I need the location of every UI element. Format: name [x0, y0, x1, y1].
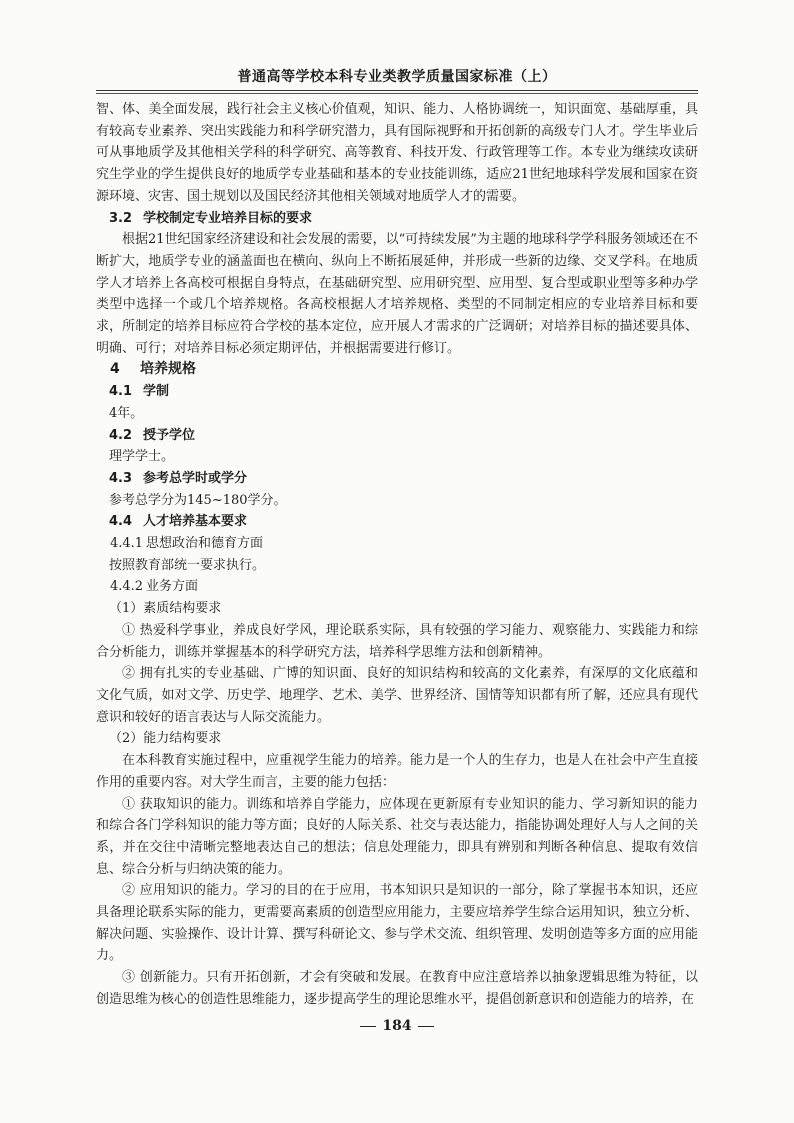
heading-3-2: [96, 208, 698, 230]
heading-title: 学制: [143, 384, 170, 400]
heading-title: 思想政治和德育方面: [146, 536, 264, 552]
heading-title: 培养规格: [140, 361, 196, 378]
heading-4-3: [96, 468, 698, 490]
heading-number: 4.4: [109, 514, 133, 530]
heading-number: 4.3: [109, 470, 133, 486]
heading-4-4-2: [96, 576, 698, 598]
text-credits: 参考总学分为145~180学分。: [109, 492, 287, 508]
page-number-value: 184: [382, 1018, 412, 1034]
page-body: [96, 99, 698, 1011]
heading-title: 业务方面: [146, 579, 199, 595]
heading-4: [96, 359, 698, 381]
heading-number: 4.2: [109, 427, 133, 443]
heading-number: 4.4.1: [110, 536, 144, 552]
heading-number: 4.4.2: [110, 579, 144, 595]
ability-item-2: ② 应用知识的能力。学习的目的在于应用，书本知识只是知识的一部分，除了掌握书本知识，还应具备理论联系实际的能力，更需要高素质的创造型应用能力，主要应培养学生综合运用知识，独立分析、解决问题、实验操作、设计计算、撰写科研论文、参与学术交流、组织管理、发明创造等多方面的应用能力。: [96, 883, 698, 964]
ability-intro: 在本科教育实施过程中，应重视学生能力的培养。能力是一个人的生存力，也是人在社会中产生直接作用的重要内容。对大学生而言，主要的能力包括：: [96, 753, 698, 790]
text-duration: 4年。: [109, 405, 144, 421]
page-number-dash-right: [418, 1026, 434, 1027]
quality-item-2: ② 拥有扎实的专业基础、广博的知识面、良好的知识结构和较高的文化素养，有深厚的文化底蕴和文化气质，如对文学、历史学、地理学、艺术、美学、世界经济、国情等知识都有所了解，还应具有现代意识和较好的语言表达与人际交流能力。: [96, 666, 698, 725]
heading-number: 4.1: [109, 384, 133, 400]
page-number: [0, 1018, 794, 1034]
heading-title: 参考总学时或学分: [143, 470, 248, 486]
paragraph-training-goal: 智、体、美全面发展，践行社会主义核心价值观，知识、能力、人格协调统一，知识面宽、基础厚重，具有较高专业素养、突出实践能力和科学研究潜力，具有国际视野和开拓创新的高级专门人才。学生毕业后可从事地质学及其他相关学科的科学研究、高等教育、科技开发、行政管理等工作。本专业为继续攻读研究生学业的学生提供良好的地质学专业基础和基本的专业技能训练，适应21世纪地球科学发展和国家在资源环境、灾害、国土规划以及国民经济其他相关领域对地质学人才的需要。: [96, 102, 698, 204]
quality-structure-title: （1）素质结构要求: [109, 601, 222, 617]
ability-structure-title: （2）能力结构要求: [109, 731, 222, 747]
heading-4-4: [96, 511, 698, 533]
quality-item-1: ① 热爱科学事业，养成良好学风，理论联系实际，具有较强的学习能力、观察能力、实践能力和综合分析能力，训练并掌握基本的科学研究方法，培养科学思维方法和创新精神。: [96, 622, 698, 660]
heading-title: 人才培养基本要求: [143, 514, 248, 530]
heading-number: 3.2: [109, 210, 133, 226]
text-degree: 理学学士。: [109, 449, 175, 465]
heading-4-1: [96, 381, 698, 403]
heading-title: 学校制定专业培养目标的要求: [143, 210, 313, 226]
page-number-dash-left: [360, 1026, 376, 1027]
heading-title: 授予学位: [143, 427, 196, 443]
text-moral: 按照教育部统一要求执行。: [109, 557, 266, 573]
header-rule-thin: [96, 93, 698, 94]
header-rule: [96, 90, 698, 91]
heading-4-2: [96, 425, 698, 447]
ability-item-1: ① 获取知识的能力。训练和培养自学能力，应体现在更新原有专业知识的能力、学习新知识的能力和综合各门学科知识的能力等方面；良好的人际关系、社交与表达能力，指能协调处理好人与人之间的关系，并在交往中清晰完整地表达自己的想法；信息处理能力，即具有辨别和判断各种信息、提取有效信息、综合分析与归纳决策的能力。: [96, 796, 698, 877]
heading-4-4-1: [96, 533, 698, 555]
heading-number: 4: [110, 361, 120, 378]
paragraph-school-requirements: 根据21世纪国家经济建设和社会发展的需要，以“可持续发展”为主题的地球科学学科服务领域还在不断扩大，地质学专业的涵盖面也在横向、纵向上不断拓展延伸，并形成一些新的边缘、交叉学科。在地质学人才培养上各高校可根据自身特点，在基础研究型、应用研究型、应用型、复合型或职业型等多种办学类型中选择一个或几个培养规格。各高校根据人才培养规格、类型的不同制定相应的专业培养目标和要求，所制定的培养目标应符合学校的基本定位，应开展人才需求的广泛调研；对培养目标的描述要具体、明确、可行；对培养目标必须定期评估，并根据需要进行修订。: [96, 232, 698, 356]
ability-item-3: ③ 创新能力。只有开拓创新，才会有突破和发展。在教育中应注意培养以抽象逻辑思维为特征，以创造思维为核心的创造性思维能力，逐步提高学生的理论思维水平，提倡创新意识和创造能力的培养，在: [96, 970, 698, 1007]
running-header: 普通高等学校本科专业类教学质量国家标准（上）: [237, 69, 557, 85]
